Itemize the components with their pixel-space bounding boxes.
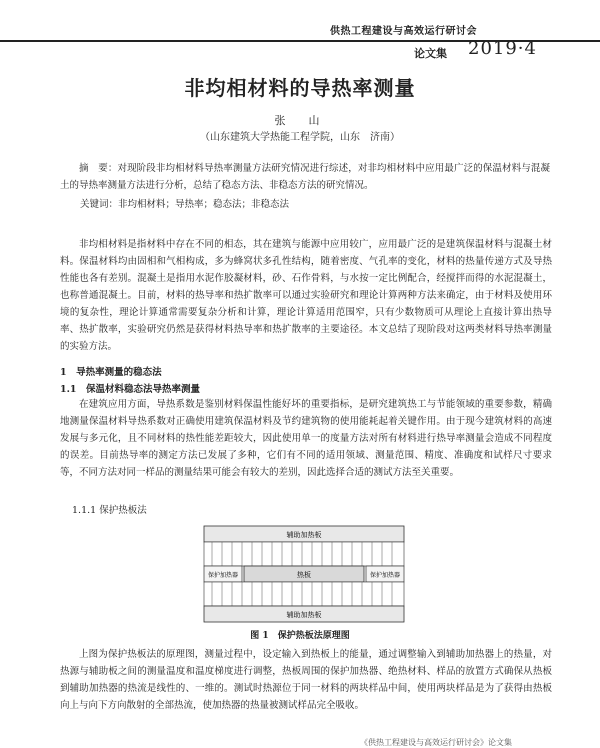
guard-heater-left-label: 保护加热器 <box>207 572 239 579</box>
section-heading-1-1-1: 1.1.1 保护热板法 <box>72 505 147 516</box>
abstract: 摘 要：对现阶段非均相材料导热率测量方法研究情况进行综述，对非均相材料中应用最广泛的保温材料与混凝土的导热率测量方法进行分析，总结了稳态方法、非稳态方法的研究情况。 <box>60 163 550 191</box>
figure-caption: 图 1 保护热板法原理图 <box>250 631 350 641</box>
sample-top <box>204 542 404 566</box>
guarded-hot-plate-figure <box>200 522 408 624</box>
section-1-1-paragraph: 在建筑应用方面，导热系数是鉴别材料保温性能好坏的重要指标，是研究建筑热工与节能领域的重要参数，精确地测量保温材料导热系数对正确使用建筑保温材料及节约建筑物的使用能耗起着关键作用。由于现今建筑材料的高速发展与多元化，且不同材料的热性能差距较大，因此使用单一的度量方法对所有材料进行热导率测量会造成不同程度的误差。目前热导率的测定方法已发展了多种，它们有不同的适用领域、测量范围、精度、准确度和试样尺寸要求等，不同方法对同一样品的测量结果可能会有较大的差别，因此选择合适的测试方法至关重要。 <box>60 399 552 478</box>
figure-paragraph: 上图为保护热板法的原理图，测量过程中，设定输入到热板上的能量，通过调整输入到辅助加热器上的热量，对热源与辅助板之间的测量温度和温度梯度进行调整，热板周围的保护加热器、绝热材料、样品的放置方式确保从热板到辅助加热器的热流是线性的、一维的。测试时热源位于同一材料的两块样品中间，使用两块样品是为了获得由热板向上与向下方向散射的全部热流，使加热器的热量被测试样品完全吸收。 <box>60 649 552 711</box>
section-heading-1: 1 导热率测量的稳态法 <box>60 367 162 378</box>
issue-year: 2019·4 <box>468 38 537 59</box>
aux-heater-bottom-label: 辅助加热板 <box>286 611 322 619</box>
sample-bottom <box>204 582 404 606</box>
paper-author: 张 山 <box>274 114 326 127</box>
keywords: 关键词：非均相材料；导热率；稳态法；非稳态法 <box>80 199 290 210</box>
paper-title: 非均相材料的导热率测量 <box>184 76 416 100</box>
journal-name: 供热工程建设与高效运行研讨会 <box>330 26 477 37</box>
paper-affiliation: （山东建筑大学热能工程学院，山东 济南） <box>200 132 400 143</box>
hot-plate-label: 热板 <box>297 571 311 579</box>
guard-heater-right-label: 保护加热器 <box>369 572 401 579</box>
page-footer: 《供热工程建设与高效运行研讨会》论文集 <box>360 738 512 747</box>
section-heading-1-1: 1.1 保温材料稳态法导热率测量 <box>60 384 201 395</box>
intro-paragraph: 非均相材料是指材料中存在不同的相态，其在建筑与能源中应用较广，应用最广泛的是建筑保温材料与混凝土材料。保温材料均由固相和气相构成，多为蜂窝状多孔性结构，随着密度、气孔率的变化，材料的热量传递方式及导热性能也各有差别。混凝土是指用水泥作胶凝材料，砂、石作骨料，与水按一定比例配合，经搅拌而得的水泥混凝土，也称普通混凝土。目前，材料的热导率和热扩散率可以通过实验研究和理论计算两种方法来确定，由于材料及使用环境的复杂性，理论计算通常需要复杂分析和计算，理论计算适用范围窄，只有少数物质可从理论上直接计算出热导率、热扩散率，实验研究仍然是获得材料热导率和热扩散率的主要途径。本文总结了现阶段对这两类材料导热率测量的实验方法。 <box>60 239 552 352</box>
aux-heater-top-label: 辅助加热板 <box>286 531 322 539</box>
section-label: 论文集 <box>414 47 447 60</box>
